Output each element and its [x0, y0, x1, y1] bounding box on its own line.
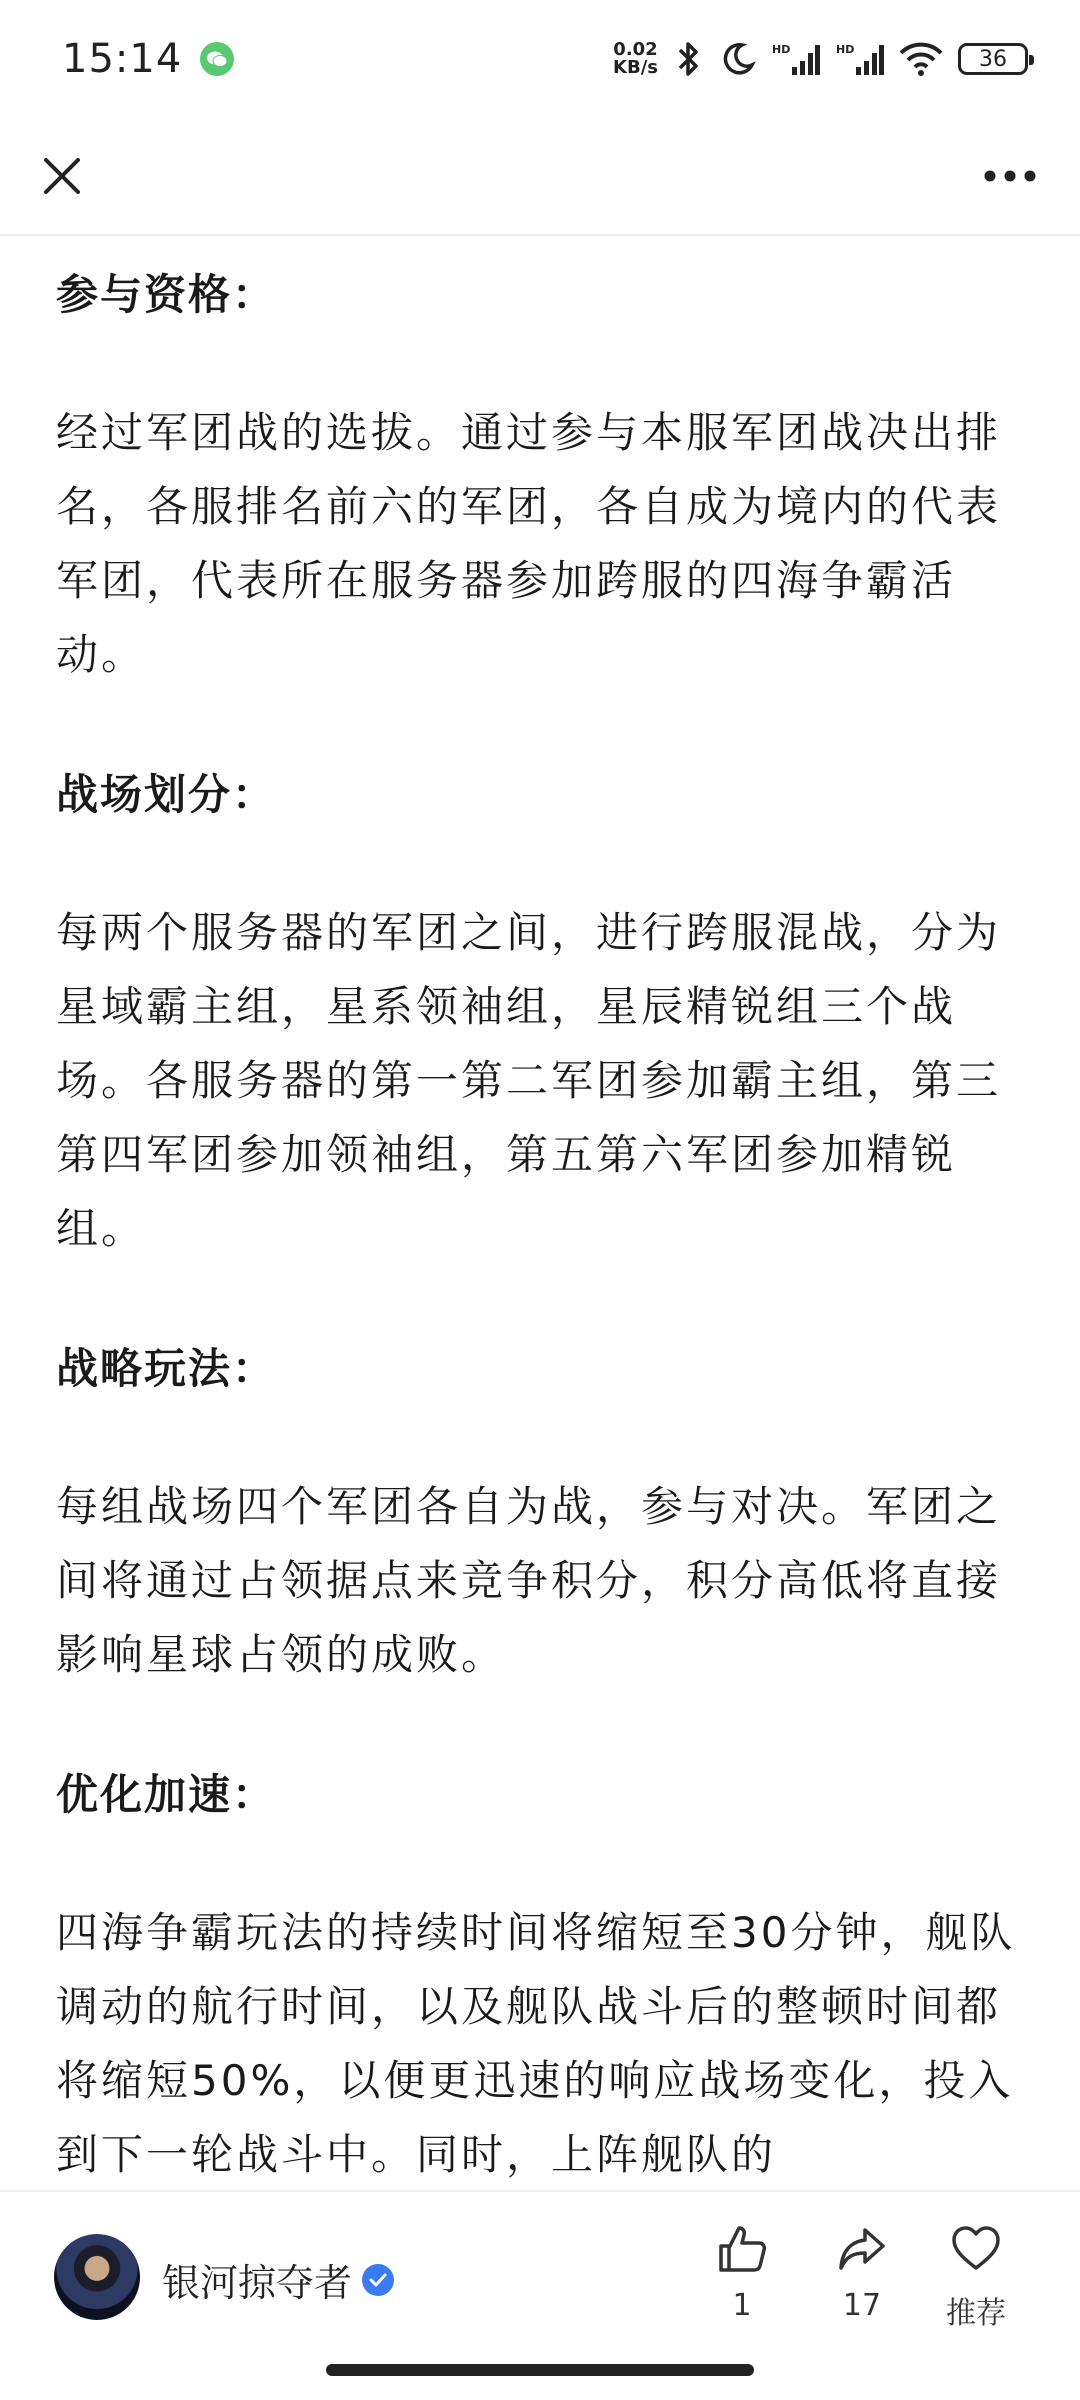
close-button[interactable]	[32, 146, 92, 206]
section-text: 四海争霸玩法的持续时间将缩短至30分钟，舰队调动的航行时间，以及舰队战斗后的整顿时间都将缩短50%，以便更迅速的响应战场变化，投入到下一轮战斗中。同时，上阵舰队的	[56, 1908, 1016, 2179]
wifi-icon	[898, 41, 944, 77]
section-text: 每两个服务器的军团之间，进行跨服混战，分为星域霸主组，星系领袖组，星辰精锐组三个战场。各服务器的第一第二军团参加霸主组，第三第四军团参加领袖组，第五第六军团参加精锐组。	[56, 908, 1002, 1253]
signal-icon	[770, 41, 820, 77]
verified-badge-icon	[362, 2264, 394, 2296]
status-bar	[0, 0, 1080, 118]
recommend-label: 推荐	[946, 2296, 1006, 2331]
svg-text:HD: HD	[836, 43, 855, 56]
clock: 15:14	[62, 36, 183, 82]
section	[56, 760, 1026, 1266]
like-button[interactable]	[692, 2222, 792, 2323]
more-icon	[983, 169, 1037, 183]
network-speed: 0.02 KB/s	[613, 39, 658, 78]
like-count: 1	[732, 2288, 752, 2323]
recommend-button[interactable]	[926, 2222, 1026, 2332]
close-icon	[40, 154, 84, 198]
section-text: 每组战场四个军团各自为战，参与对决。军团之间将通过占领据点来竞争积分，积分高低将直接影响星球占领的成败。	[56, 1482, 1002, 1679]
section-heading: 战场划分：	[56, 770, 277, 819]
author[interactable]	[162, 2252, 394, 2307]
share-icon	[835, 2222, 889, 2276]
section	[56, 260, 1026, 692]
svg-text:HD: HD	[772, 43, 791, 56]
top-bar	[0, 118, 1080, 236]
section-heading: 战略玩法：	[56, 1344, 277, 1393]
heart-icon	[949, 2222, 1003, 2276]
avatar[interactable]	[54, 2234, 140, 2320]
bluetooth-icon	[672, 40, 706, 78]
author-name: 银河掠夺者	[162, 2261, 353, 2305]
moon-icon	[720, 41, 756, 77]
more-button[interactable]	[980, 146, 1040, 206]
section	[56, 1760, 1026, 2192]
thumbs-up-icon	[715, 2222, 769, 2276]
share-count: 17	[842, 2288, 882, 2323]
share-button[interactable]	[812, 2222, 912, 2323]
wechat-icon	[200, 42, 234, 76]
section	[56, 1334, 1026, 1692]
section-heading: 参与资格：	[56, 270, 277, 319]
section-heading: 优化加速：	[56, 1770, 277, 1819]
battery-level: 36	[979, 46, 1007, 72]
battery-icon	[958, 43, 1028, 75]
signal-icon	[834, 41, 884, 77]
home-indicator[interactable]	[326, 2364, 754, 2376]
section-text: 经过军团战的选拔。通过参与本服军团战决出排名，各服排名前六的军团，各自成为境内的代表军团，代表所在服务器参加跨服的四海争霸活动。	[56, 408, 1002, 679]
article-body	[56, 236, 1026, 2260]
